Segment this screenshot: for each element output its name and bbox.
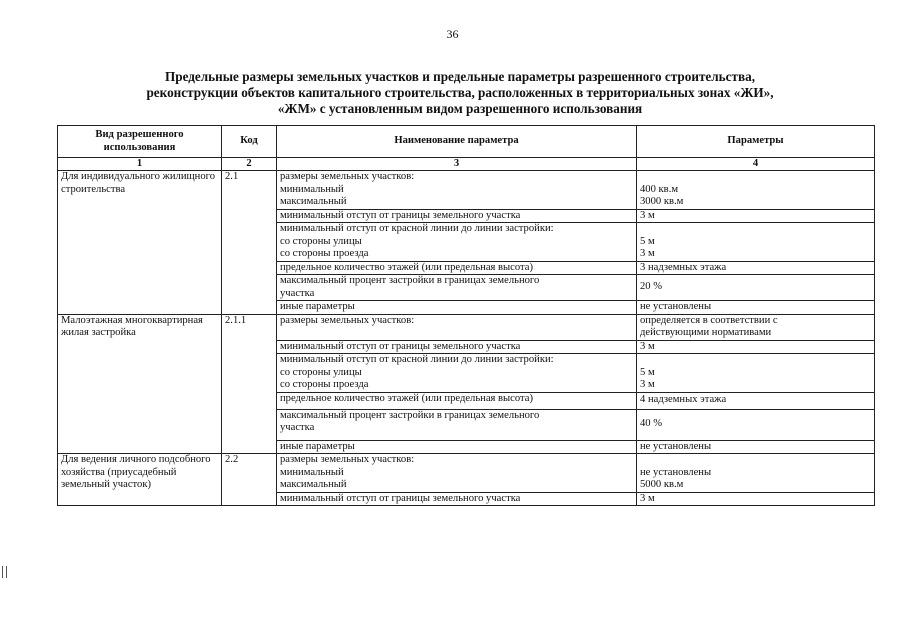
- parameter-value-line: 3 м: [640, 209, 655, 221]
- parameter-name-cell: [277, 492, 637, 506]
- parameter-value-cell: [637, 314, 875, 340]
- parameter-value-line: 400 кв.м: [640, 183, 679, 195]
- code-cell: 2.1: [222, 171, 277, 315]
- parameter-name-cell: [277, 209, 637, 223]
- parameter-name-cell: [277, 440, 637, 454]
- header-value: Параметры: [637, 126, 875, 158]
- parameter-name-line: размеры земельных участков:: [280, 314, 415, 326]
- use-type-cell: Малоэтажная многоквартирная жилая застройка: [58, 314, 222, 454]
- header-param: Наименование параметра: [277, 126, 637, 158]
- parameter-value-line: 5000 кв.м: [640, 479, 684, 490]
- use-type-cell: Для ведения личного подсобного хозяйства (приусадебный земельный участок): [58, 454, 222, 506]
- parameter-name-line: минимальный отступ от границы земельного участка: [280, 340, 521, 352]
- column-number: 1: [58, 158, 222, 171]
- table-row: [58, 314, 875, 340]
- parameter-value-cell: [637, 340, 875, 354]
- parameter-name-line: предельное количество этажей (или предельная высота): [280, 392, 534, 404]
- parameter-value-cell: [637, 171, 875, 210]
- table-body: [58, 171, 875, 506]
- parameter-name-cell: [277, 392, 637, 409]
- parameter-value-cell: [637, 392, 875, 409]
- parameter-name-cell: [277, 409, 637, 440]
- parameter-value-line: 3 м: [640, 379, 655, 390]
- parameter-value-line: 3000 кв.м: [640, 196, 684, 207]
- parameter-name-line: максимальный процент застройки в границах земельного: [280, 275, 540, 286]
- parameter-name-line: минимальный отступ от красной линии до линии застройки:: [280, 223, 554, 234]
- parameter-value-line: 20 %: [640, 281, 663, 293]
- column-number-row: [58, 158, 875, 171]
- parameter-value-line: не установлены: [640, 466, 712, 478]
- parameter-value-line: [640, 223, 871, 236]
- parameter-name-cell: [277, 171, 637, 210]
- parameter-value-cell: [637, 354, 875, 393]
- parameter-value-cell: [637, 209, 875, 223]
- parameter-value-line: [640, 454, 871, 467]
- parameter-name-cell: [277, 261, 637, 275]
- parameter-value-line: 5 м: [640, 235, 655, 247]
- parameter-name-cell: [277, 354, 637, 393]
- parameter-value-cell: [637, 409, 875, 440]
- header-row: [58, 126, 875, 158]
- parameter-name-line: размеры земельных участков:: [280, 171, 415, 182]
- parameter-value-cell: [637, 223, 875, 262]
- parameter-name-line: со стороны улицы: [280, 235, 362, 247]
- parameter-value-line: 3 м: [640, 340, 655, 352]
- parameter-name-line: со стороны проезда: [280, 379, 369, 390]
- parameter-value-line: 5 м: [640, 366, 655, 378]
- parameter-value-cell: [637, 492, 875, 506]
- parameter-name-line: минимальный: [280, 466, 344, 478]
- parameter-value-line: действующими нормативами: [640, 327, 772, 338]
- parameter-name-cell: [277, 301, 637, 315]
- parameters-table: [57, 125, 875, 506]
- header-code: Код: [222, 126, 277, 158]
- parameter-value-line: [640, 171, 871, 184]
- parameter-value-line: 4 надземных этажа: [640, 394, 727, 406]
- parameter-name-line: минимальный отступ от границы земельного участка: [280, 209, 521, 221]
- parameter-name-line: размеры земельных участков:: [280, 454, 415, 465]
- column-number: 2: [222, 158, 277, 171]
- parameter-value-cell: [637, 275, 875, 301]
- parameter-value-line: определяется в соответствии с: [640, 314, 778, 326]
- page-number: 36: [446, 27, 459, 41]
- parameter-value-line: [640, 354, 871, 367]
- parameter-name-line: минимальный: [280, 183, 344, 195]
- parameter-name-line: иные параметры: [280, 440, 355, 452]
- parameter-value-line: 40 %: [640, 418, 663, 430]
- parameter-name-line: минимальный отступ от красной линии до линии застройки:: [280, 354, 554, 365]
- parameter-value-cell: [637, 301, 875, 315]
- parameter-name-cell: [277, 454, 637, 493]
- table-row: [58, 171, 875, 210]
- parameter-name-line: максимальный: [280, 479, 347, 490]
- parameter-name-cell: [277, 275, 637, 301]
- use-type-cell: Для индивидуального жилищного строительства: [58, 171, 222, 315]
- parameter-name-line: максимальный: [280, 196, 347, 207]
- parameter-value-cell: [637, 440, 875, 454]
- title-line: реконструкции объектов капитального строительства, расположенных в территориальных зонах «ЖИ»,: [146, 85, 774, 100]
- parameter-name-line: предельное количество этажей (или предельная высота): [280, 261, 534, 273]
- parameter-name-line: участка: [280, 287, 315, 299]
- parameter-value-line: 3 м: [640, 492, 655, 504]
- parameter-name-cell: [277, 314, 637, 340]
- parameter-value-cell: [637, 454, 875, 493]
- title-line: Предельные размеры земельных участков и предельные параметры разрешенного строительства,: [164, 69, 755, 84]
- code-cell: 2.1.1: [222, 314, 277, 454]
- parameter-name-cell: [277, 340, 637, 354]
- parameter-name-line: со стороны проезда: [280, 248, 369, 259]
- title-line: «ЖМ» с установленным видом разрешенного использования: [277, 101, 643, 116]
- document-title: [60, 69, 860, 117]
- parameter-name-line: минимальный отступ от границы земельного участка: [280, 492, 521, 504]
- parameter-name-cell: [277, 223, 637, 262]
- parameter-value-line: 3 м: [640, 248, 655, 259]
- table-row: [58, 454, 875, 493]
- parameter-value-line: 3 надземных этажа: [640, 261, 727, 273]
- parameter-value-cell: [637, 261, 875, 275]
- parameter-value-line: не установлены: [640, 301, 712, 312]
- code-cell: 2.2: [222, 454, 277, 506]
- parameter-name-line: со стороны улицы: [280, 366, 362, 378]
- parameter-name-line: максимальный процент застройки в границах земельного: [280, 409, 540, 421]
- column-number: 3: [277, 158, 637, 171]
- parameter-name-line: иные параметры: [280, 301, 355, 312]
- parameter-value-line: не установлены: [640, 440, 712, 452]
- column-number: 4: [637, 158, 875, 171]
- header-use: Вид разрешенного использования: [58, 126, 222, 158]
- scan-edge-mark: [2, 566, 7, 578]
- parameter-name-line: участка: [280, 422, 315, 433]
